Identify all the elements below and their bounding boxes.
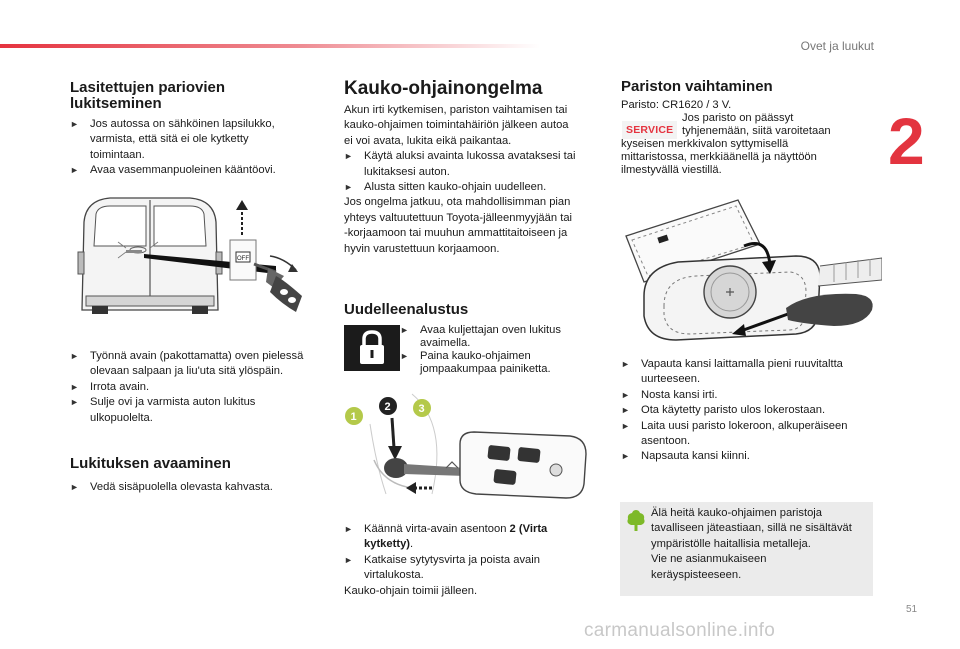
padlock-icon xyxy=(344,325,400,371)
bullet-icon: ► xyxy=(621,420,630,431)
list-item: ► Vapauta kansi laittamalla pieni ruuvitaltta uurteeseen. xyxy=(621,358,843,386)
svg-text:2: 2 xyxy=(384,401,391,413)
list-item: ► Sulje ovi ja varmista auton lukitus ulkopuolelta. xyxy=(70,396,256,424)
insert-key-list xyxy=(70,349,340,426)
note-text: Älä heitä kauko-ohjaimen paristoja tavalliseen jäteastiaan, sillä ne sisältävät ympäristölle haitallisia metalleja. Vie ne asianmukaiseen keräyspisteeseen. xyxy=(651,507,852,581)
list-item: ► Vedä sisäpuolella olevasta kahvasta. xyxy=(70,480,340,495)
battery-type: Paristo: CR1620 / 3 V. xyxy=(621,99,732,111)
list-item: ► Käytä aluksi avainta lukossa avataksesi tai lukitaksesi auton. xyxy=(344,150,576,178)
ignition-key-illustration xyxy=(342,384,604,512)
bullet-icon: ► xyxy=(621,389,630,400)
bullet-icon: ► xyxy=(70,381,79,392)
list-item: ► Irrota avain. xyxy=(70,380,340,395)
reinit-heading: Uudelleenalustus xyxy=(344,301,469,318)
unlock-heading: Lukituksen avaaminen xyxy=(70,455,231,472)
bullet-icon: ► xyxy=(70,119,79,129)
header-accent-bar xyxy=(0,44,540,48)
battery-replacement-illustration xyxy=(620,196,882,346)
bullet-icon: ► xyxy=(70,482,79,492)
list-item: ► Napsauta kansi kiinni. xyxy=(621,449,883,464)
child-lock-title-line1: Lasitettujen pariovien xyxy=(70,79,226,96)
child-lock-title-line2: lukitseminen xyxy=(70,94,162,112)
bullet-icon: ► xyxy=(621,359,630,369)
bullet-icon: ► xyxy=(344,524,353,534)
bullet-icon: ► xyxy=(344,151,353,162)
watermark: carmanualsonline.info xyxy=(584,620,776,641)
list-item: ► Katkaise sytytysvirta ja poista avain virtalukosta. xyxy=(344,553,540,582)
child-lock-heading xyxy=(70,80,320,112)
list-item: ► Nosta kansi irti. xyxy=(621,388,883,403)
environment-note xyxy=(620,502,873,596)
battery-heading: Pariston vaihtaminen xyxy=(621,78,773,95)
followup-paragraph: Jos ongelma jatkuu, ota mahdollisimman pian yhteys valtuutettuun Toyota-jälleenmyyjään tai -korjaamoon tai muuhun ammattitaitoiseen ja hyvin varustettuun korjaamoon. xyxy=(344,196,573,255)
list-item: ► Käännä virta-avain asentoon 2 (Virta kytketty). xyxy=(344,523,548,551)
tree-icon xyxy=(625,508,647,532)
service-warning-text: Jos paristo on päässyt tyhjenemään, siitä varoitetaan kyseisen merkkivalon syttymisellä mittaristossa, merkkiäänellä ja näyttöön ilmestyvällä viestillä. xyxy=(621,112,831,176)
list-item: ► Paina kauko-ohjaimen jompaakumpaa painiketta. xyxy=(400,350,551,375)
reinit-list xyxy=(400,324,600,376)
bullet-icon: ► xyxy=(621,451,630,462)
section-title: Ovet ja luukut xyxy=(800,39,874,53)
bullet-icon: ► xyxy=(344,554,353,565)
list-item: ► Ota käytetty paristo ulos lokerostaan. xyxy=(621,403,883,418)
bullet-icon: ► xyxy=(70,351,79,361)
list-item: ► Jos autossa on sähköinen lapsilukko, varmista, että sitä ei ole kytketty toimintaan. xyxy=(70,118,275,161)
child-lock-list xyxy=(70,117,330,179)
list-item: ► Laita uusi paristo lokeroon, alkuperäiseen asentoon. xyxy=(621,419,848,448)
list-item: ► Avaa vasemmanpuoleinen kääntöovi. xyxy=(70,163,330,178)
battery-steps-list xyxy=(621,357,883,465)
off-label: OFF xyxy=(237,256,249,262)
bullet-icon: ► xyxy=(344,182,353,193)
list-item: ► Avaa kuljettajan oven lukitus avaimella. xyxy=(400,324,561,349)
bullet-icon: ► xyxy=(70,397,79,408)
unlock-list xyxy=(70,480,340,495)
bullet-icon: ► xyxy=(400,325,409,335)
final-line: Kauko-ohjain toimii jälleen. xyxy=(344,584,478,597)
reinit-steps xyxy=(344,522,606,599)
van-rear-door-illustration xyxy=(70,192,328,320)
list-item: ► Työnnä avain (pakottamatta) oven pielessä olevaan salpaan ja liu'uta sitä ylöspäin. xyxy=(70,350,304,378)
bullet-icon: ► xyxy=(621,405,630,416)
service-warning-icon: SERVICE xyxy=(622,121,677,139)
svg-text:1: 1 xyxy=(350,411,357,423)
remote-problem-heading: Kauko-ohjainongelma xyxy=(344,78,543,99)
chapter-number: 2 xyxy=(888,104,925,178)
svg-text:3: 3 xyxy=(418,403,425,415)
page-number: 51 xyxy=(906,604,918,615)
intro-paragraph: Akun irti kytkemisen, pariston vaihtamisen tai kauko-ohjaimen toimintahäiriön jälkeen autoa ei voi avata, lukita eikä paikantaa. xyxy=(344,104,569,147)
list-item: ► Alusta sitten kauko-ohjain uudelleen. xyxy=(344,180,606,195)
remote-problem-text xyxy=(344,103,606,257)
lock-icon-box xyxy=(344,325,400,371)
bullet-icon: ► xyxy=(400,351,409,361)
bullet-icon: ► xyxy=(70,165,79,176)
